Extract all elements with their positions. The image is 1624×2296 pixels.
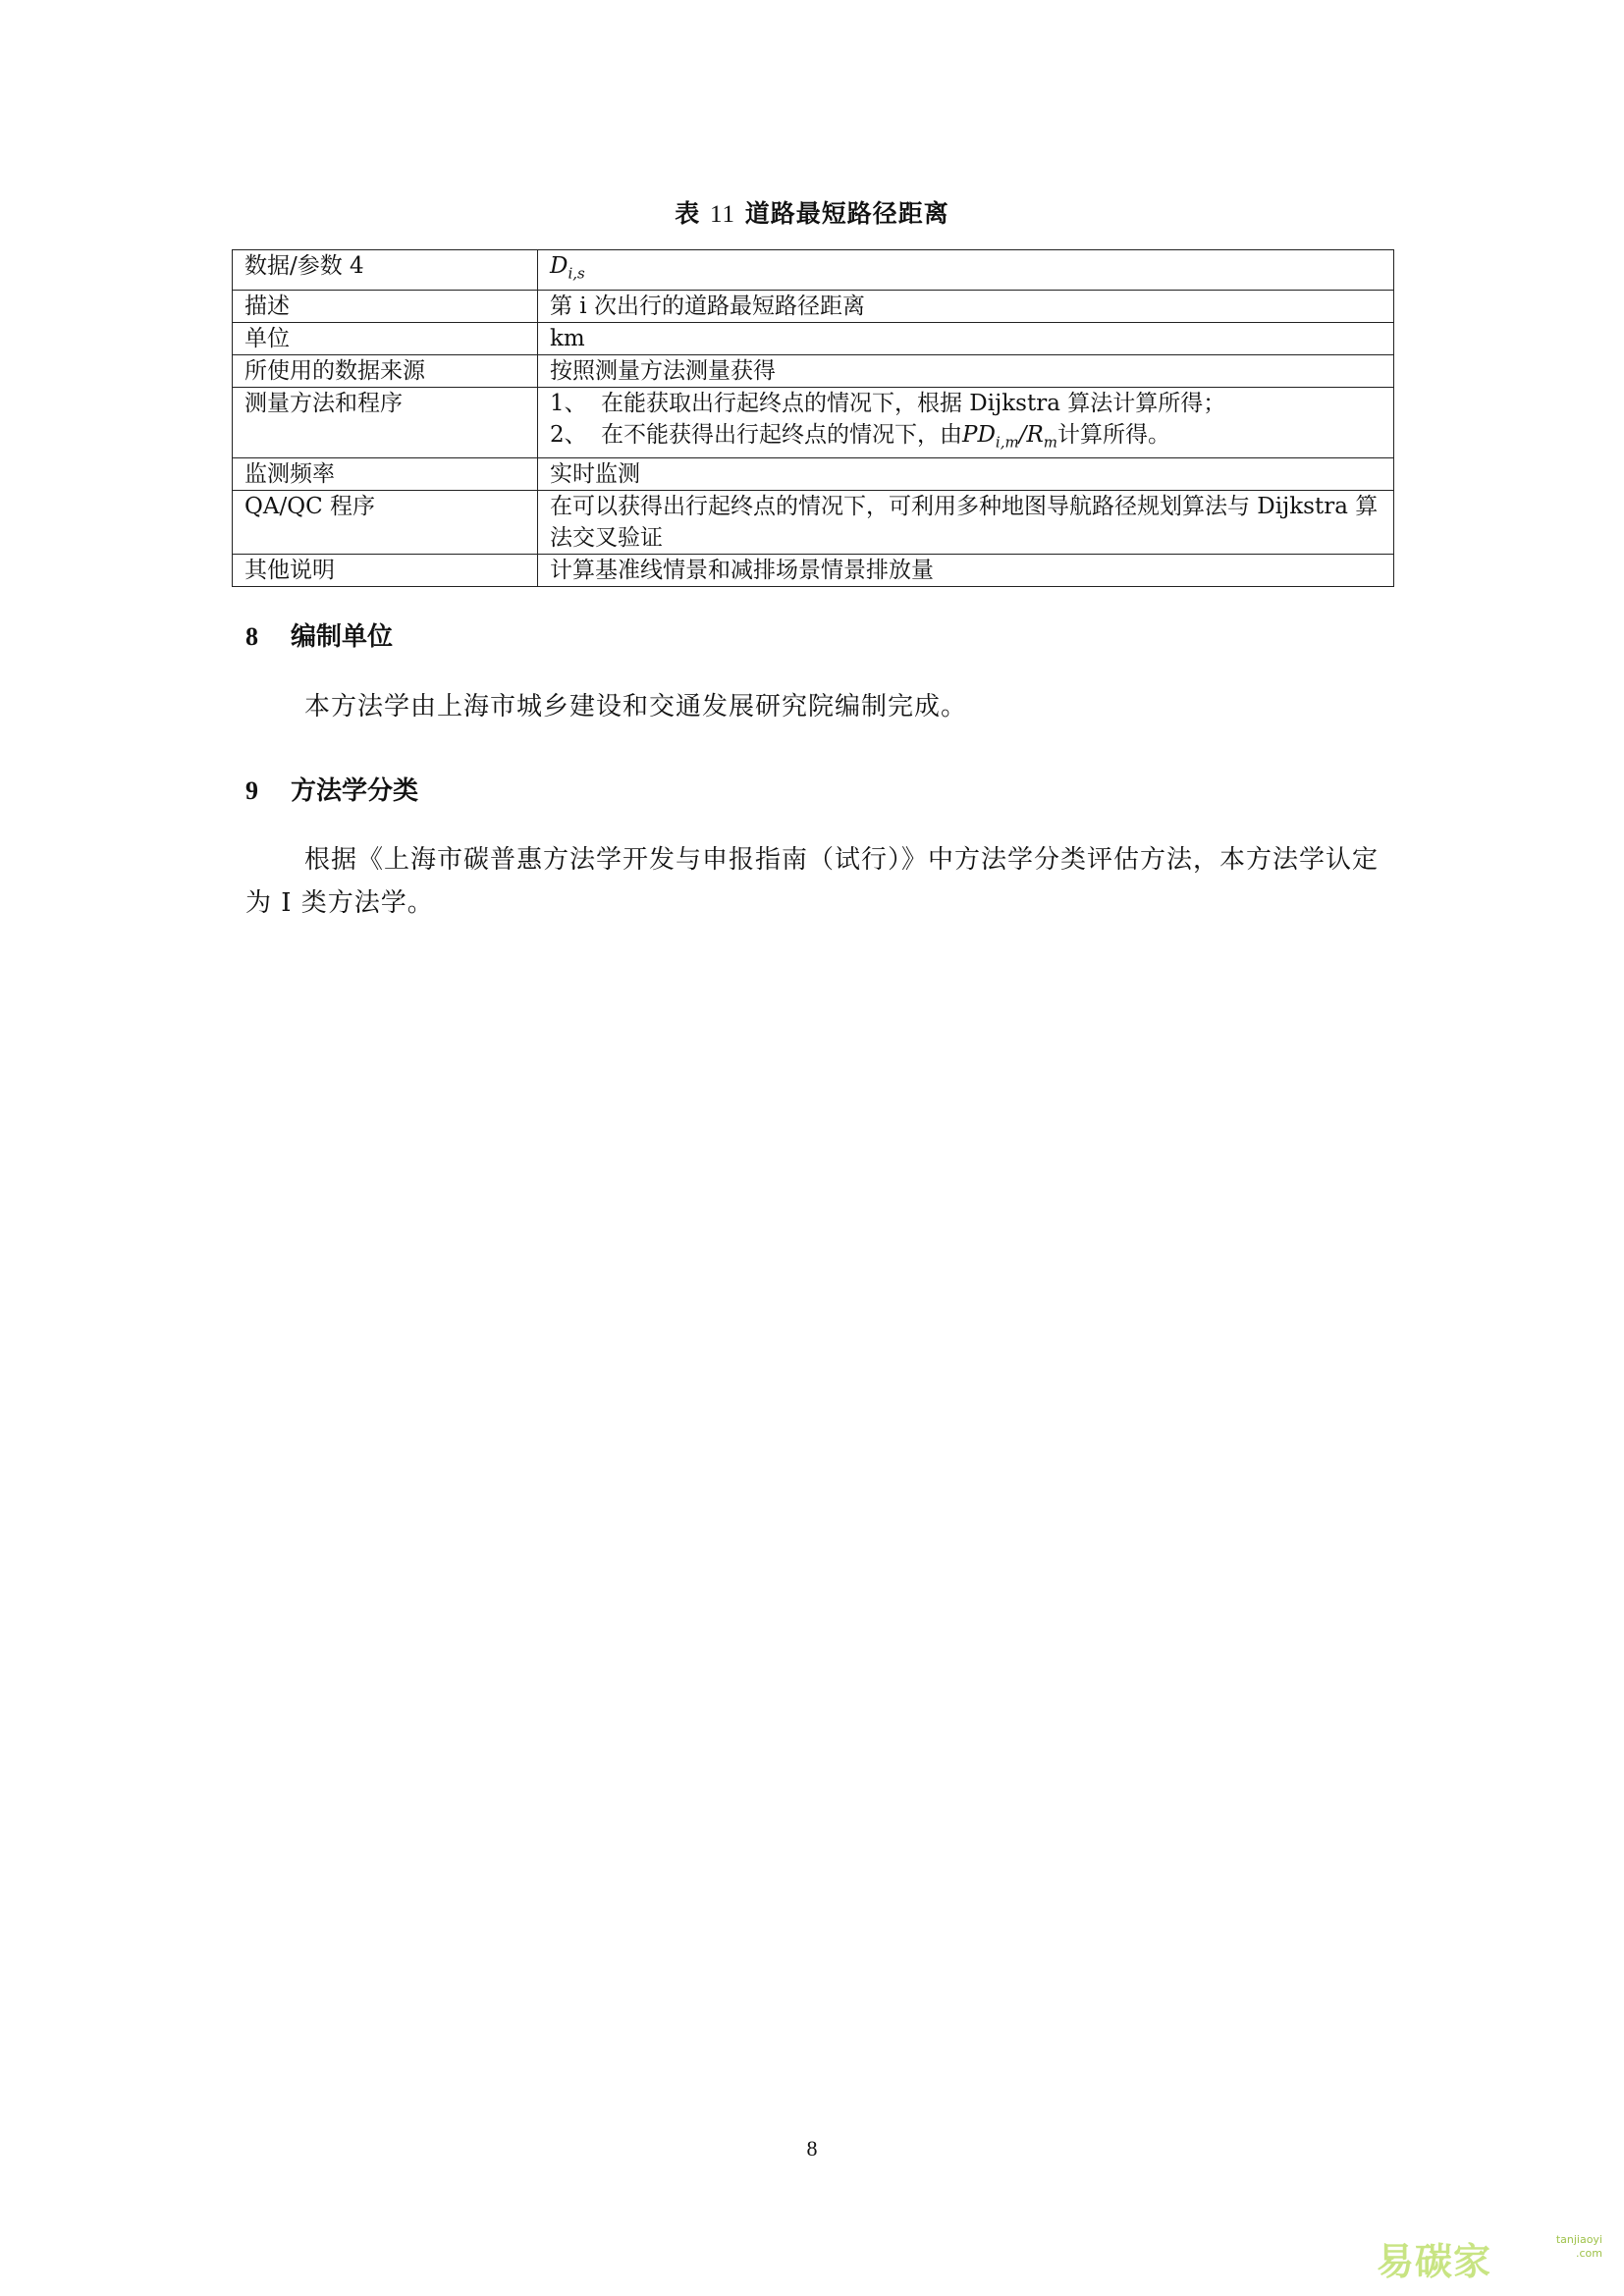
list-item-index: 1、 <box>550 390 587 416</box>
page-number: 8 <box>806 2136 818 2161</box>
row-label: 监测频率 <box>233 458 538 491</box>
table-row <box>233 354 1394 387</box>
section-body: 根据《上海市碳普惠方法学开发与申报指南（试行）》中方法学分类评估方法，本方法学认定为 I 类方法学。 <box>245 845 1380 918</box>
table-row <box>233 387 1394 458</box>
table-row <box>233 458 1394 491</box>
table-row <box>233 290 1394 322</box>
watermark-site-line: .com <box>1576 2247 1602 2260</box>
row-label: 其他说明 <box>233 555 538 587</box>
section-number: 9 <box>245 776 258 805</box>
list-item <box>550 419 1381 458</box>
row-value: 按照测量方法测量获得 <box>538 354 1394 387</box>
math-symbol: PD <box>962 421 996 448</box>
watermark-brand: 易碳家 <box>1377 2240 1492 2283</box>
parameter-table <box>232 249 1394 587</box>
watermark-site <box>1556 2233 1602 2261</box>
section-heading <box>245 616 393 653</box>
row-label: QA/QC 程序 <box>233 491 538 555</box>
math-subscript: i,m <box>995 433 1019 452</box>
row-value <box>538 387 1394 458</box>
section-heading <box>245 771 418 807</box>
math-symbol: D <box>550 253 568 279</box>
section-title: 方法学分类 <box>291 776 419 806</box>
watermark-site-line: tanjiaoyi <box>1555 2233 1602 2246</box>
section-title: 编制单位 <box>291 622 394 652</box>
row-value: 在可以获得出行起终点的情况下，可利用多种地图导航路径规划算法与 Dijkstra 算法交叉验证 <box>538 491 1394 555</box>
list-item-index: 2、 <box>550 421 587 448</box>
section-body: 本方法学由上海市城乡建设和交通发展研究院编制完成。 <box>304 692 968 721</box>
math-subscript: i,s <box>568 264 585 283</box>
table-caption <box>0 194 1624 230</box>
table-row <box>233 491 1394 555</box>
row-label: 测量方法和程序 <box>233 387 538 458</box>
row-value: 实时监测 <box>538 458 1394 491</box>
table-row <box>233 322 1394 354</box>
table-caption-number: 11 <box>709 201 736 228</box>
list-item-text: 计算所得。 <box>1057 421 1171 448</box>
table-caption-prefix: 表 <box>675 199 701 228</box>
list-item <box>550 388 1381 419</box>
table-caption-title: 道路最短路径距离 <box>744 199 949 228</box>
list-item-text: 在能获取出行起终点的情况下，根据 Dijkstra 算法计算所得； <box>601 390 1226 416</box>
math-symbol: /R <box>1018 421 1044 448</box>
row-label: 数据/参数 4 <box>233 250 538 291</box>
row-label: 描述 <box>233 290 538 322</box>
row-label: 所使用的数据来源 <box>233 354 538 387</box>
row-value <box>538 250 1394 291</box>
math-subscript: m <box>1043 433 1058 452</box>
row-value: 计算基准线情景和减排场景情景排放量 <box>538 555 1394 587</box>
row-label: 单位 <box>233 322 538 354</box>
watermark-logo <box>1377 2227 1602 2282</box>
table-row <box>233 250 1394 291</box>
table-row <box>233 555 1394 587</box>
row-value: km <box>538 322 1394 354</box>
formula <box>962 421 1058 452</box>
section-number: 8 <box>245 622 258 651</box>
list-item-text: 在不能获得出行起终点的情况下，由 <box>601 421 962 448</box>
row-value: 第 i 次出行的道路最短路径距离 <box>538 290 1394 322</box>
